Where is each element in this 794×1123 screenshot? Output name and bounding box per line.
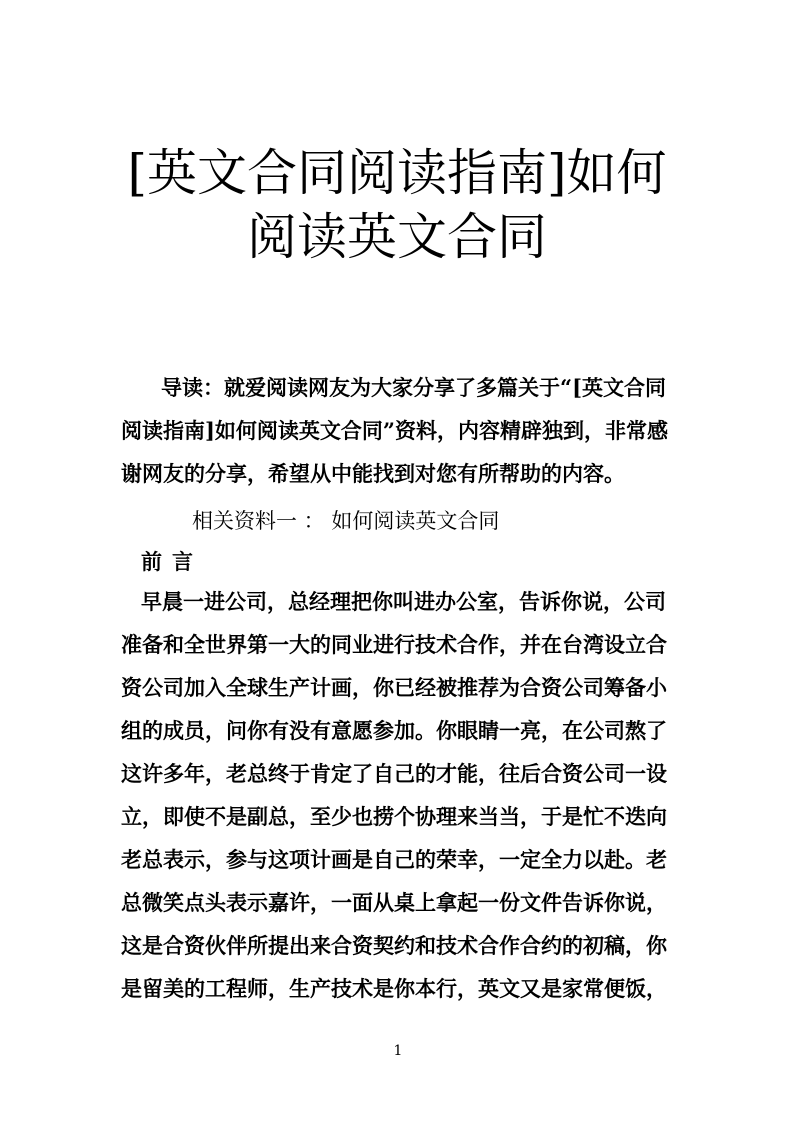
body-line-7: 老总表示，参与这项计画是自己的荣幸，一定全力以赴。老: [121, 847, 667, 872]
document-title-line-2: 阅读英文合同: [247, 208, 547, 266]
related-heading: 相关资料一 ： 如何阅读英文合同: [192, 509, 500, 533]
body-line-1: 早晨一进公司，总经理把你叫进办公室，告诉你说，公司: [141, 589, 666, 614]
preface-heading: 前言: [141, 549, 203, 574]
body-line-8: 总微笑点头表示嘉许，一面从桌上拿起一份文件告诉你说，: [121, 890, 667, 915]
intro-line-3: 谢网友的分享，希望从中能找到对您有所帮助的内容。: [121, 461, 625, 486]
body-line-4: 组的成员，问你有没有意愿参加。你眼睛一亮，在公司熬了: [121, 718, 667, 743]
body-line-3: 资公司加入全球生产计画，你已经被推荐为合资公司筹备小: [121, 675, 667, 700]
body-line-5: 这许多年，老总终于肯定了自己的才能，往后合资公司一设: [121, 761, 667, 786]
intro-line-2: 阅读指南]如何阅读英文合同”资料，内容精辟独到，非常感: [121, 418, 669, 443]
body-line-2: 准备和全世界第一大的同业进行技术合作，并在台湾设立合: [121, 632, 667, 657]
body-line-9: 这是合资伙伴所提出来合资契约和技术合作合约的初稿，你: [121, 933, 667, 958]
intro-line-1: 导读：就爱阅读网友为大家分享了多篇关于“[英文合同: [161, 375, 667, 400]
body-line-10: 是留美的工程师，生产技术是你本行，英文又是家常便饭，: [121, 976, 667, 1001]
body-line-6: 立，即使不是副总，至少也捞个协理来当当，于是忙不迭向: [121, 804, 667, 829]
page-number: 1: [393, 1043, 403, 1059]
document-title-line-1: [英文合同阅读指南]如何: [127, 144, 667, 202]
